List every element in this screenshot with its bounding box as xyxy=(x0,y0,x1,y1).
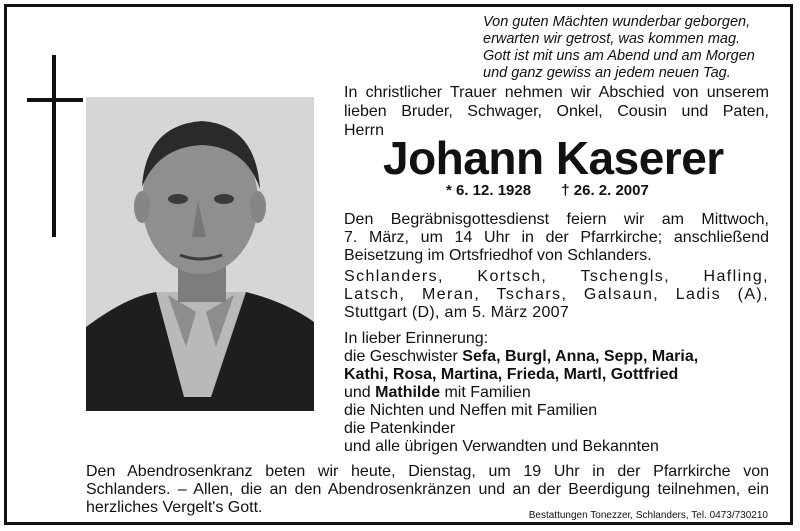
poem-line: Von guten Mächten wunderbar geborgen, xyxy=(483,14,751,30)
mourners-line: und alle übrigen Verwandten und Bekannten xyxy=(344,438,659,455)
deceased-name: Johann Kaserer xyxy=(383,132,724,184)
poem-quote xyxy=(483,14,783,82)
intro-line: Herrn xyxy=(344,122,385,139)
portrait-photo xyxy=(86,97,314,411)
mourners-line xyxy=(344,366,769,384)
footer-line: herzliches Vergelt's Gott. xyxy=(86,499,263,516)
funeral-info xyxy=(344,211,769,265)
mourners-line: die Patenkinder xyxy=(344,420,456,437)
poem-line: erwarten wir getrost, was kommen mag. xyxy=(483,31,741,47)
places-line: Latsch, Meran, Tschars, Galsaun, Ladis (A), xyxy=(344,286,769,303)
poem-line: Gott ist mit uns am Abend und am Morgen xyxy=(483,48,755,64)
places-line: Stuttgart (D), am 5. März 2007 xyxy=(344,304,570,321)
rosary-announcement xyxy=(86,463,769,517)
undertaker-credit: Bestattungen Tonezzer, Schlanders, Tel. 0473/730210 xyxy=(528,510,768,521)
mourners-line xyxy=(344,348,769,366)
intro-line: lieben Bruder, Schwager, Onkel, Cousin und Paten, xyxy=(344,103,769,120)
funeral-line: Den Begräbnisgottesdienst feiern wir am Mittwoch, xyxy=(344,211,769,228)
mourners-list xyxy=(344,330,769,456)
sibling-names: Sefa, Burgl, Anna, Sepp, Maria, xyxy=(462,348,699,365)
portrait-illustration xyxy=(86,97,314,411)
memory-heading: In lieber Erinnerung: xyxy=(344,330,489,347)
footer-line: Schlanders. – Allen, die an den Abendrosenkränzen und an der Beerdigung teilnehmen, ein xyxy=(86,481,769,498)
mourners-suffix: mit Familien xyxy=(440,384,531,401)
mourners-prefix: die Geschwister xyxy=(344,348,463,365)
footer-line: Den Abendrosenkranz beten wir heute, Dienstag, um 19 Uhr in der Pfarrkirche von xyxy=(86,463,769,480)
places-and-date xyxy=(344,268,769,322)
death-date: † 26. 2. 2007 xyxy=(561,182,649,199)
intro-line: In christlicher Trauer nehmen wir Abschied von unserem xyxy=(344,84,769,101)
mourners-line: die Nichten und Neffen mit Familien xyxy=(344,402,598,419)
life-dates xyxy=(446,182,649,200)
funeral-line: 7. März, um 14 Uhr in der Pfarrkirche; anschließend xyxy=(344,229,769,246)
mourners-line xyxy=(344,384,769,402)
poem-line: und ganz gewiss an jedem neuen Tag. xyxy=(483,65,731,81)
cross-icon-bar xyxy=(27,98,83,102)
sibling-names: Kathi, Rosa, Martina, Frieda, Martl, Gottfried xyxy=(344,366,679,383)
places-line: Schlanders, Kortsch, Tschengls, Hafling, xyxy=(344,268,769,285)
funeral-line: Beisetzung im Ortsfriedhof von Schlanders. xyxy=(344,247,652,264)
birth-date: * 6. 12. 1928 xyxy=(446,182,532,199)
cross-icon xyxy=(52,55,56,237)
sibling-names: Mathilde xyxy=(375,384,441,401)
mourners-prefix: und xyxy=(344,384,376,401)
